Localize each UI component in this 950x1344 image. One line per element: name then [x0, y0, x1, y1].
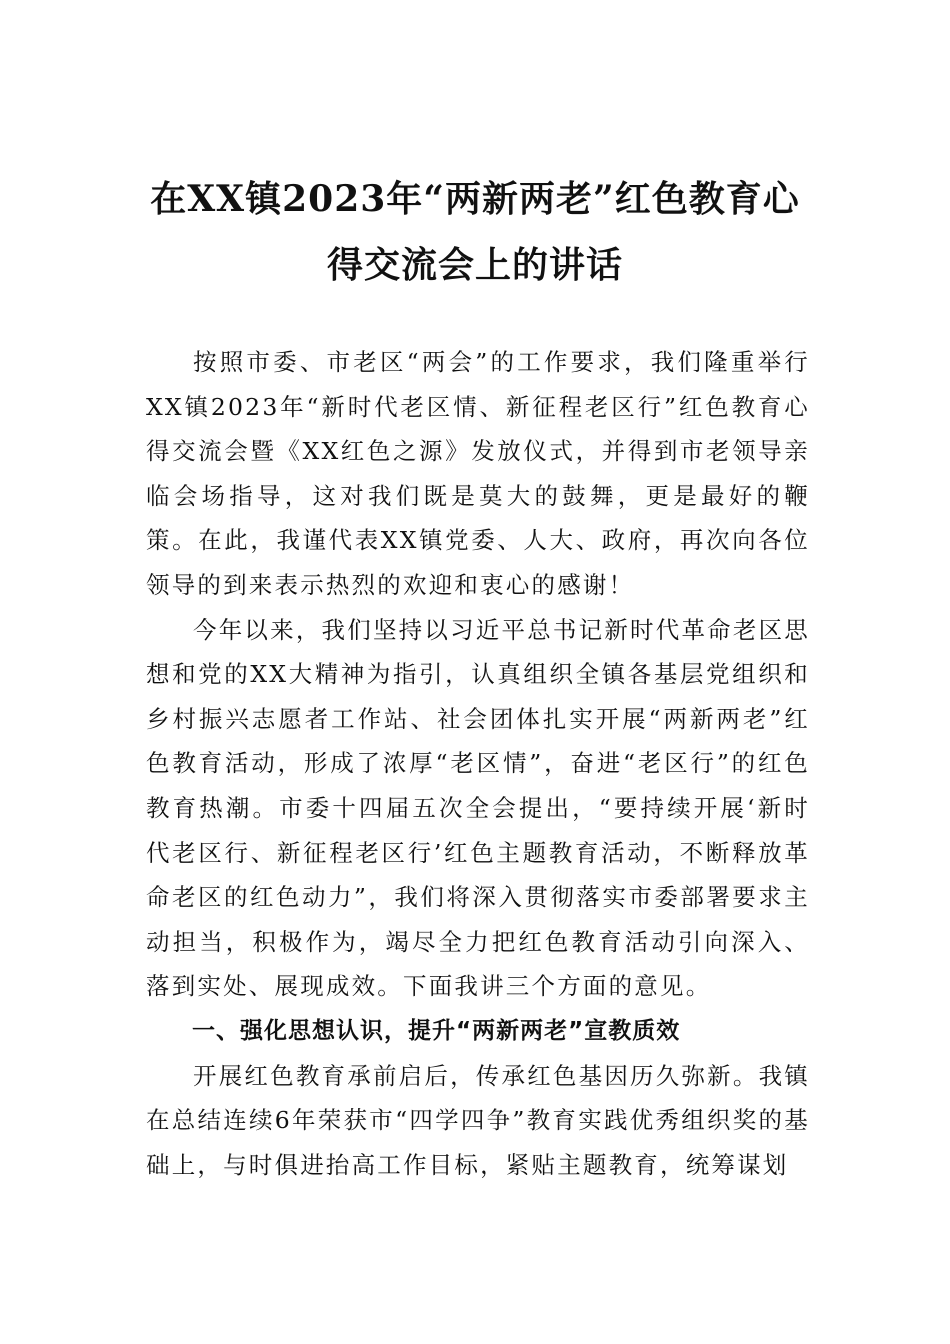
section-heading-1: 一、强化思想认识，提升“两新两老”宣教质效 [192, 1017, 681, 1044]
document-title [140, 166, 810, 298]
title-line-1: 在XX镇2023年“两新两老”红色教育心 [150, 178, 800, 220]
paragraph-opening: 按照市委、市老区“两会”的工作要求，我们隆重举行XX镇2023年“新时代老区情、新征程老区行”红色教育心得交流会暨《XX红色之源》发放仪式，并得到市老领导亲临会场指导，这对我们既是莫大的鼓舞，更是最好的鞭策。在此，我谨代表XX镇党委、人大、政府，再次向各位领导的到来表示热烈的欢迎和衷心的感谢！ [146, 348, 810, 599]
paragraph-review: 今年以来，我们坚持以习近平总书记新时代革命老区思想和党的XX大精神为指引，认真组织全镇各基层党组织和乡村振兴志愿者工作站、社会团体扎实开展“两新两老”红色教育活动，形成了浓厚“老区情”，奋进“老区行”的红色教育热潮。市委十四届五次全会提出，“要持续开展‘新时代老区行、新征程老区行’红色主题教育活动，不断释放革命老区的红色动力”，我们将深入贯彻落实市委部署要求主动担当，积极作为，竭尽全力把红色教育活动引向深入、落到实处、展现成效。下面我讲三个方面的意见。 [146, 615, 810, 1001]
section-1-paragraph: 开展红色教育承前启后，传承红色基因历久弥新。我镇在总结连续6年荣获市“四学四争”教育实践优秀组织奖的基础上，与时俱进抬高工作目标，紧贴主题教育，统筹谋划 [146, 1061, 810, 1179]
document-body [146, 340, 810, 1187]
title-line-2: 得交流会上的讲话 [326, 244, 623, 286]
